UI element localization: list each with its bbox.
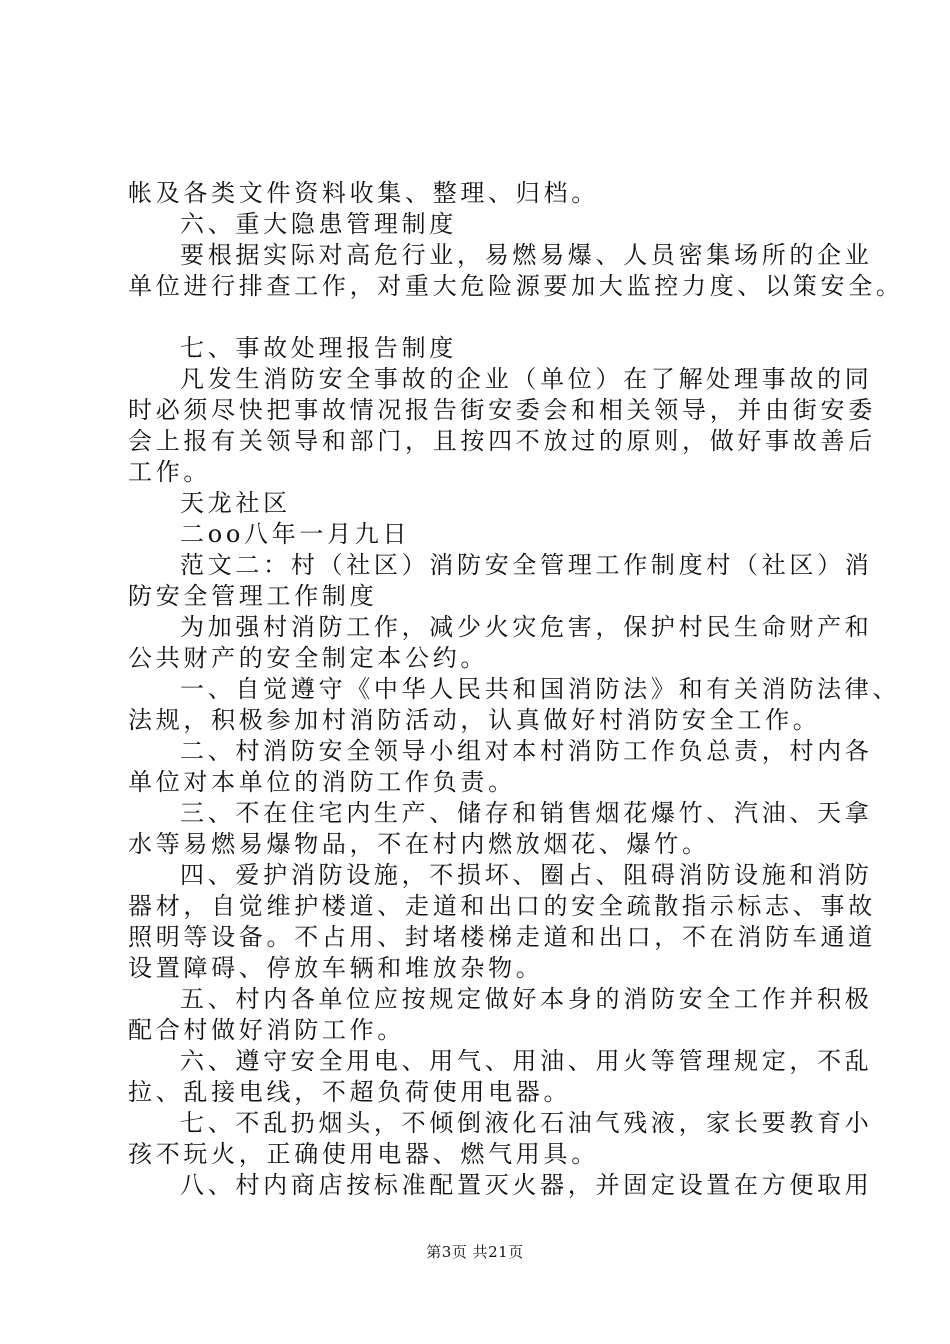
text-line: 单位对本单位的消防工作负责。 [128, 768, 516, 796]
text-line: 配合村做好消防工作。 [128, 1016, 405, 1044]
section-heading: 六、重大隐患管理制度 [180, 210, 457, 238]
text-line: 凡发生消防安全事故的企业（单位）在了解处理事故的同 [180, 365, 873, 393]
signature-org: 天龙社区 [180, 489, 291, 517]
text-line: 八、村内商店按标准配置灭火器，并固定设置在方便取用 [180, 1171, 873, 1199]
text-line: 范文二：村（社区）消防安全管理工作制度村（社区）消 [180, 551, 873, 579]
text-line: 孩不玩火，正确使用电器、燃气用具。 [128, 1140, 599, 1168]
signature-date: 二oo八年一月九日 [180, 520, 411, 548]
text-line: 工作。 [128, 458, 212, 486]
section-heading: 七、事故处理报告制度 [180, 334, 457, 362]
text-line: 单位进行排查工作，对重大危险源要加大监控力度、以策安全。 [128, 272, 904, 300]
text-line: 四、爱护消防设施，不损坏、圈占、阻碍消防设施和消防 [180, 861, 873, 889]
text-line: 七、不乱扔烟头，不倾倒液化石油气残液，家长要教育小 [180, 1109, 873, 1137]
text-line: 水等易燃易爆物品，不在村内燃放烟花、爆竹。 [128, 830, 710, 858]
text-line: 要根据实际对高危行业，易燃易爆、人员密集场所的企业 [180, 241, 873, 269]
text-line: 公共财产的安全制定本公约。 [128, 644, 489, 672]
text-line: 一、自觉遵守《中华人民共和国消防法》和有关消防法律、 [180, 675, 901, 703]
text-line: 帐及各类文件资料收集、整理、归档。 [128, 179, 599, 207]
text-line: 设置障碍、停放车辆和堆放杂物。 [128, 954, 544, 982]
text-line: 为加强村消防工作，减少火灾危害，保护村民生命财产和 [180, 613, 873, 641]
text-line: 照明等设备。不占用、封堵楼梯走道和出口，不在消防车通道 [128, 923, 876, 951]
text-line: 二、村消防安全领导小组对本村消防工作负总责，村内各 [180, 737, 873, 765]
text-line: 防安全管理工作制度 [128, 582, 378, 610]
text-line: 时必须尽快把事故情况报告街安委会和相关领导，并由街安委 [128, 396, 876, 424]
page-footer: 第3页 共21页 [426, 1243, 524, 1261]
text-line: 法规，积极参加村消防活动，认真做好村消防安全工作。 [128, 706, 821, 734]
text-line: 三、不在住宅内生产、储存和销售烟花爆竹、汽油、天拿 [180, 799, 873, 827]
text-line: 拉、乱接电线，不超负荷使用电器。 [128, 1078, 572, 1106]
text-line: 六、遵守安全用电、用气、用油、用火等管理规定，不乱 [180, 1047, 873, 1075]
text-line: 会上报有关领导和部门，且按四不放过的原则，做好事故善后 [128, 427, 876, 455]
text-line: 器材，自觉维护楼道、走道和出口的安全疏散指示标志、事故 [128, 892, 876, 920]
text-line: 五、村内各单位应按规定做好本身的消防安全工作并积极 [180, 985, 873, 1013]
